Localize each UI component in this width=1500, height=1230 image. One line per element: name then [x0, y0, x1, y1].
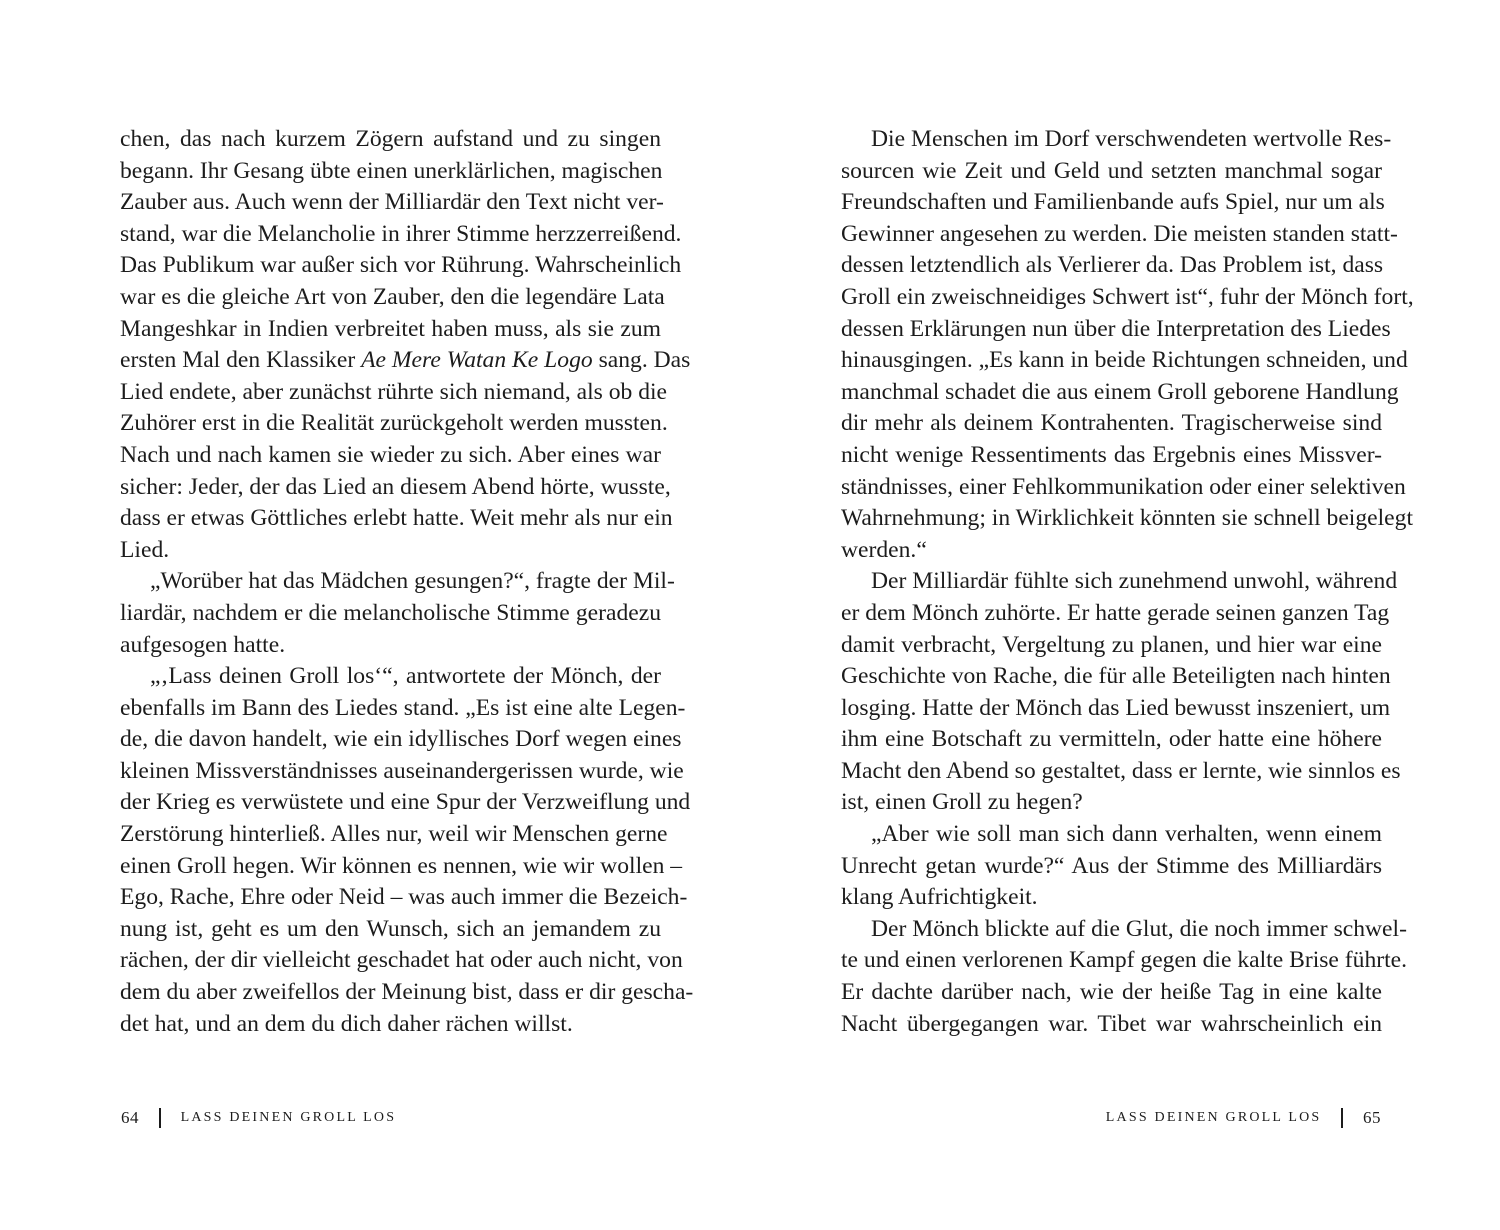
text-line: Zerstörung hinterließ. Alles nur, weil wir Menschen gerne [120, 821, 668, 848]
text-line: Lied endete, aber zunächst rührte sich niemand, als ob die [120, 378, 668, 405]
text-line: manchmal schadet die aus einem Groll geborene Handlung [841, 378, 1399, 405]
text-line: begann. Ihr Gesang übte einen unerklärlichen, magischen [120, 157, 663, 184]
italic-title: Ae Mere Watan Ke Logo [361, 347, 593, 374]
text-line: Unrecht getan wurde?“ Aus der Stimme des Milliardärs [841, 852, 1382, 879]
text-line: dir mehr als deinem Kontrahenten. Tragischerweise sind [841, 410, 1382, 437]
text-line: ist, einen Groll zu hegen? [841, 789, 1083, 816]
paragraph [120, 661, 694, 1040]
text-line: nicht wenige Ressentiments das Ergebnis eines Missver- [841, 441, 1382, 468]
text-line: stand, war die Melancholie in ihrer Stimme herzzerreißend. [120, 220, 682, 247]
running-head: LASS DEINEN GROLL LOS [180, 1110, 397, 1125]
text-line: er dem Mönch zuhörte. Er hatte gerade seinen ganzen Tag [841, 599, 1390, 626]
text-line: der Krieg es verwüstete und eine Spur der Verzweiflung und [120, 789, 691, 816]
text-line: Das Publikum war außer sich vor Rührung. Wahrscheinlich [120, 252, 682, 279]
paragraph [841, 124, 1414, 566]
text-line: kleinen Missverständnisses auseinandergerissen wurde, wie [120, 757, 684, 784]
text-line: det hat, und an dem du dich daher rächen willst. [120, 1010, 573, 1037]
text-line: liardär, nachdem er die melancholische Stimme geradezu [120, 599, 661, 626]
text-line: klang Aufrichtigkeit. [841, 884, 1038, 911]
text-line: dessen Erklärungen nun über die Interpretation des Liedes [841, 315, 1391, 342]
text-line: dem du aber zweifellos der Meinung bist, dass er dir gescha- [120, 979, 694, 1006]
left-page-footer [121, 1103, 396, 1133]
footer-divider [1341, 1108, 1343, 1128]
text-line: nung ist, geht es um den Wunsch, sich an jemandem zu [120, 915, 661, 942]
text-line: Er dachte darüber nach, wie der heiße Tag in eine kalte [841, 979, 1382, 1006]
text-line: ständnisses, einer Fehlkommunikation oder einer selektiven [841, 473, 1406, 500]
text-line: Der Milliardär fühlte sich zunehmend unwohl, während [871, 568, 1398, 595]
text-line: hinausgingen. „Es kann in beide Richtungen schneiden, und [841, 347, 1408, 374]
text-line: werden.“ [841, 536, 927, 563]
text-line: sicher: Jeder, der das Lied an diesem Abend hörte, wusste, [120, 473, 671, 500]
left-page-text [120, 124, 694, 1040]
text-line: „Aber wie soll man sich dann verhalten, wenn einem [871, 821, 1382, 848]
footer-divider [159, 1108, 161, 1128]
text-line: Der Mönch blickte auf die Glut, die noch immer schwel- [871, 915, 1407, 942]
text-line: Zuhörer erst in die Realität zurückgeholt werden mussten. [120, 410, 668, 437]
text-line: einen Groll hegen. Wir können es nennen, wie wir wollen – [120, 852, 683, 879]
text-line: te und einen verlorenen Kampf gegen die kalte Brise führte. [841, 947, 1408, 974]
text-line: Macht den Abend so gestaltet, dass er lernte, wie sinnlos es [841, 757, 1401, 784]
text-line: Die Menschen im Dorf verschwendeten wertvolle Res- [871, 126, 1392, 152]
text-line: ersten Mal den Klassiker Ae Mere Watan Ke Logo sang. Das [120, 347, 691, 374]
running-head: LASS DEINEN GROLL LOS [1105, 1110, 1322, 1125]
page-number: 64 [121, 1108, 139, 1127]
paragraph [841, 566, 1401, 819]
text-line: Gewinner angesehen zu werden. Die meisten standen statt- [841, 220, 1398, 247]
text-line: Nacht übergegangen war. Tibet war wahrscheinlich ein [841, 1010, 1382, 1037]
paragraph [841, 914, 1408, 1040]
text-line: „‚Lass deinen Groll los‘“, antwortete der Mönch, der [150, 663, 661, 690]
text-line: losging. Hatte der Mönch das Lied bewusst inszeniert, um [841, 694, 1391, 721]
paragraph [841, 819, 1382, 914]
right-page-text [841, 124, 1414, 1040]
text-line: ihm eine Botschaft zu vermitteln, oder hatte eine höhere [841, 726, 1382, 753]
text-line: „Worüber hat das Mädchen gesungen?“, fragte der Mil- [150, 568, 675, 595]
text-line: dass er etwas Göttliches erlebt hatte. Weit mehr als nur ein [120, 505, 673, 532]
text-line: sourcen wie Zeit und Geld und setzten manchmal sogar [841, 157, 1382, 184]
text-line: rächen, der dir vielleicht geschadet hat oder auch nicht, von [120, 947, 683, 974]
text-line: chen, das nach kurzem Zögern aufstand und zu singen [120, 126, 661, 152]
text-line: Lied. [120, 536, 170, 563]
text-line: dessen letztendlich als Verlierer da. Das Problem ist, dass [841, 252, 1384, 279]
text-line: Ego, Rache, Ehre oder Neid – was auch immer die Bezeich- [120, 884, 688, 911]
text-line: Geschichte von Rache, die für alle Beteiligten nach hinten [841, 663, 1391, 690]
text-line: Groll ein zweischneidiges Schwert ist“, fuhr der Mönch fort, [841, 283, 1414, 310]
text-line: Nach und nach kamen sie wieder zu sich. Aber eines war [120, 441, 661, 468]
right-page [841, 124, 1414, 1040]
right-page-footer [1106, 1103, 1381, 1133]
text-line: war es die gleiche Art von Zauber, den die legendäre Lata [120, 283, 665, 310]
paragraph [120, 566, 675, 661]
page-number: 65 [1363, 1108, 1381, 1127]
left-page [120, 124, 694, 1040]
text-line: ebenfalls im Bann des Liedes stand. „Es ist eine alte Legen- [120, 694, 686, 721]
text-line: Freundschaften und Familienbande aufs Spiel, nur um als [841, 189, 1385, 216]
text-line: de, die davon handelt, wie ein idyllisches Dorf wegen eines [120, 726, 682, 753]
text-line: Wahrnehmung; in Wirklichkeit könnten sie schnell beigelegt [841, 505, 1413, 532]
text-line: Mangeshkar in Indien verbreitet haben muss, als sie zum [120, 315, 661, 342]
text-line: aufgesogen hatte. [120, 631, 286, 658]
text-line: damit verbracht, Vergeltung zu planen, und hier war eine [841, 631, 1382, 658]
text-line: Zauber aus. Auch wenn der Milliardär den Text nicht ver- [120, 189, 664, 216]
paragraph [120, 124, 691, 566]
